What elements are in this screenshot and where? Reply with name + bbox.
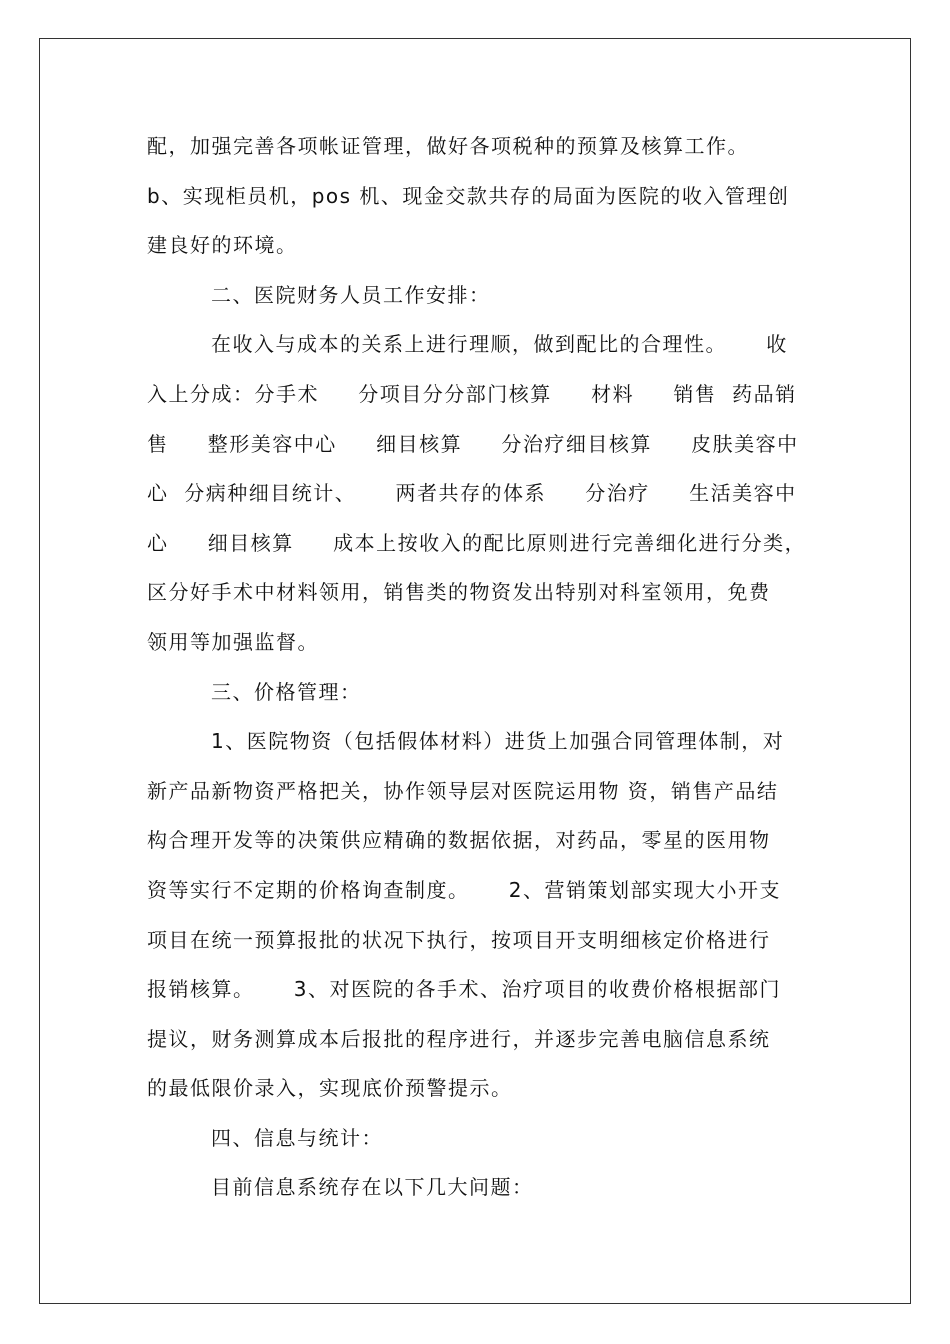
text-line: 的最低限价录入，实现底价预警提示。 [147,1076,513,1101]
text-line: 售 整形美容中心 细目核算 分治疗细目核算 皮肤美容中 [147,431,799,456]
text-line: 项目在统一预算报批的状况下执行，按项目开支明细核定价格进行 [147,927,771,952]
document-body [147,122,827,1213]
text-line: 构合理开发等的决策供应精确的数据依据，对药品，零星的医用物 [147,828,771,853]
text-line: 区分好手术中材料领用，销售类的物资发出特别对科室领用，免费 [147,580,771,605]
text-line: 心 分病种细目统计、 两者共存的体系 分治疗 生活美容中 [147,481,797,506]
paragraph-start: 在收入与成本的关系上进行理顺，做到配比的合理性。 收 [211,332,788,357]
text-line: 提议，财务测算成本后报批的程序进行，并逐步完善电脑信息系统 [147,1026,771,1051]
section-heading: 二、医院财务人员工作安排： [211,282,491,307]
section-heading: 四、信息与统计： [211,1125,383,1150]
text-line: 配，加强完善各项帐证管理，做好各项税种的预算及核算工作。 [147,134,749,158]
text-line: 报销核算。 3、对医院的各手术、治疗项目的收费价格根据部门 [147,977,782,1002]
text-line: 领用等加强监督。 [147,629,319,654]
text-line: 建良好的环境。 [147,233,298,258]
text-line: 资等实行不定期的价格询查制度。 2、营销策划部实现大小开支 [147,877,782,902]
text-line: 心 细目核算 成本上按收入的配比原则进行完善细化进行分类， [147,530,807,555]
text-line: b、实现柜员机，pos 机、现金交款共存的局面为医院的收入管理创 [147,183,790,208]
paragraph-start: 1、医院物资（包括假体材料）进货上加强合同管理体制，对 [211,729,785,754]
paragraph-start: 目前信息系统存在以下几大问题： [211,1175,534,1200]
text-line: 入上分成：分手术 分项目分分部门核算 材料 销售 药品销 [147,381,797,406]
text-line: 新产品新物资严格把关，协作领导层对医院运用物 资，销售产品结 [147,778,779,803]
section-heading: 三、价格管理： [211,679,362,704]
